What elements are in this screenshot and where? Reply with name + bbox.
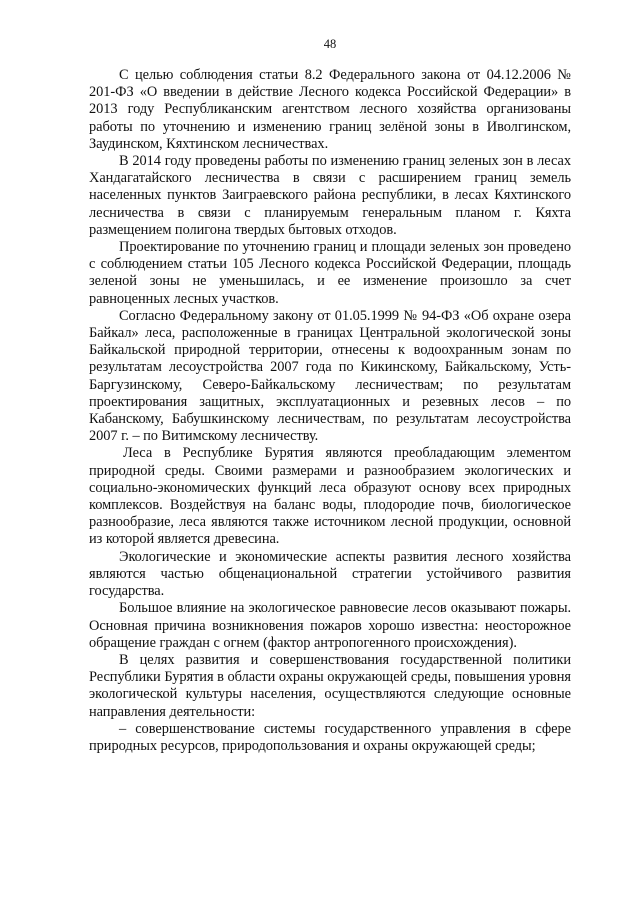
paragraph-forests-role: Леса в Республике Бурятия являются преобладающим элементом природной среды. Своими размерами и разнообразием экологических и социально-экономических функций леса образуют основу всех природных комплексов. Воздействуя на баланс воды, плодородие почв, биологическое разнообразие, леса являются также источником лесной продукции, основной из которой является древесина. (89, 445, 571, 548)
paragraph-green-zone-2013: С целью соблюдения статьи 8.2 Федерального закона от 04.12.2006 № 201-ФЗ «О введении в действие Лесного кодекса Российской Федерации» в 2013 году Республиканским агентством лесного хозяйства организованы работы по уточнению и изменению границ зелёной зоны в Иволгинском, Заудинском, Кяхтинском лесничествах. (89, 67, 571, 152)
paragraph-green-zone-2014: В 2014 году проведены работы по изменению границ зеленых зон в лесах Хандагатайского лесничества в связи с расширением границ земель населенных пунктов Заиграевского района республики, в лесах Кяхтинского лесничества в связи с планируемым генеральным планом г. Кяхта размещением полигона твердых бытовых отходов. (89, 153, 571, 238)
paragraph-baikal-law: Согласно Федеральному закону от 01.05.1999 № 94-ФЗ «Об охране озера Байкал» леса, расположенные в границах Центральной экологической зоны Байкальской природной территории, отнесены к водоохранным зонам по результатам лесоустройства 2007 года по Кикинскому, Байкальскому, Усть-Баргузинскому, Северо-Байкальскому лесничествам; по результатам проектирования защитных, эксплуатационных и резевных лесов – по Кабанскому, Бабушкинскому лесничествам, по результатам лесоустройства 2007 г. – по Витимскому лесничеству. (89, 307, 571, 445)
page-number: 48 (323, 37, 337, 51)
paragraph-green-zone-design: Проектирование по уточнению границ и площади зеленых зон проведено с соблюдением статьи 105 Лесного кодекса Российской Федерации, площадь зеленой зоны не уменьшилась, и ее изменение произошло за счет равноценных лесных участков. (89, 239, 571, 307)
list-item-management-system: – совершенствование системы государственного управления в сфере природных ресурсов, природопользования и охраны окружающей среды; (89, 720, 571, 754)
paragraph-policy-directions: В целях развития и совершенствования государственной политики Республики Бурятия в области охраны окружающей среды, повышения уровня экологической культуры населения, осуществляются следующие основные направления деятельности: (89, 651, 571, 720)
paragraph-strategy: Экологические и экономические аспекты развития лесного хозяйства являются частью общенациональной стратегии устойчивого развития государства. (89, 548, 571, 600)
paragraph-fires: Большое влияние на экологическое равновесие лесов оказывают пожары. Основная причина возникновения пожаров хорошо известна: неосторожное обращение граждан с огнем (фактор антропогенного происхождения). (89, 600, 571, 651)
